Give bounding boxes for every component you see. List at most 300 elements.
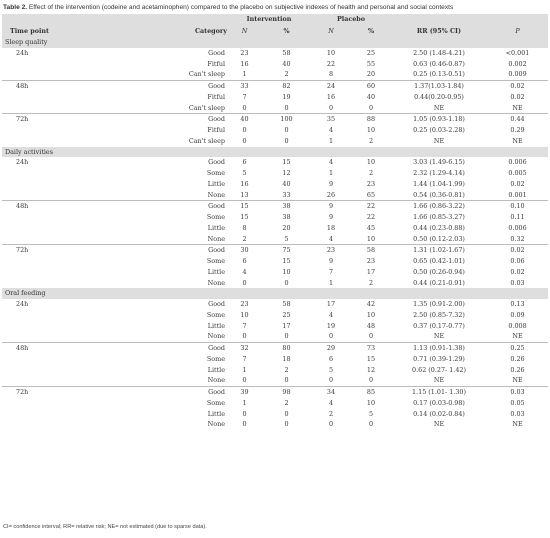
time-point-cell <box>2 59 122 70</box>
table-row <box>2 278 548 289</box>
placebo-pct-cell: 15 <box>366 354 376 363</box>
p-value-cell: 0.13 <box>510 300 525 308</box>
intervention-pct-cell: 0 <box>284 420 289 429</box>
p-value-cell: 0.25 <box>487 343 548 354</box>
time-point-cell <box>2 69 122 80</box>
category-cell: Good <box>208 158 225 167</box>
header-p: P <box>487 25 548 37</box>
intervention-n-cell: 39 <box>227 387 262 398</box>
intervention-pct-cell: 15 <box>282 257 291 265</box>
rr-cell: NE <box>433 136 445 145</box>
category-cell: None <box>207 190 225 199</box>
intervention-pct-cell: 0 <box>284 126 289 134</box>
table-row <box>2 354 548 365</box>
table-row <box>2 69 548 80</box>
placebo-n-cell: 4 <box>328 310 334 319</box>
category-cell: Little <box>207 365 225 374</box>
intervention-n-cell: 7 <box>242 321 247 330</box>
placebo-pct-cell: 0 <box>368 103 374 112</box>
header-intervention: Intervention <box>227 14 311 25</box>
intervention-n-cell: 1 <box>242 70 247 79</box>
table-row <box>2 114 548 125</box>
intervention-pct-cell: 98 <box>262 387 311 398</box>
table-row <box>2 343 548 354</box>
table-row <box>2 310 548 321</box>
p-value-cell: 0.32 <box>510 234 525 243</box>
intervention-n-cell: 0 <box>242 126 247 134</box>
intervention-pct-cell: 17 <box>282 321 291 330</box>
p-value-cell: 0.008 <box>508 321 527 330</box>
placebo-pct-cell: 65 <box>366 190 376 199</box>
placebo-n-cell: 2 <box>328 409 334 418</box>
placebo-n-cell: 17 <box>326 300 336 308</box>
p-value-cell: 0.09 <box>510 310 525 319</box>
p-value-cell: 0.005 <box>508 169 527 177</box>
table-caption <box>3 3 548 12</box>
time-point-cell: 48h <box>2 343 122 354</box>
intervention-pct-cell: 2 <box>284 398 289 407</box>
p-value-cell: 0.26 <box>510 354 525 363</box>
intervention-n-cell: 0 <box>242 103 247 112</box>
table-row <box>2 201 548 212</box>
p-value-cell: 0.001 <box>508 190 527 199</box>
intervention-pct-cell: 12 <box>282 169 291 177</box>
table-row <box>2 92 548 103</box>
category-cell: Can't sleep <box>188 103 225 112</box>
p-value-cell: 0.11 <box>510 213 525 221</box>
table-row <box>2 223 548 234</box>
placebo-n-cell: 35 <box>311 114 351 125</box>
time-point-cell: 24h <box>16 48 29 57</box>
p-value-cell: <0.001 <box>505 48 530 57</box>
time-point-cell <box>2 136 122 147</box>
table-row <box>2 299 548 310</box>
placebo-pct-cell: 42 <box>366 300 376 308</box>
placebo-pct-cell: 20 <box>366 70 376 79</box>
intervention-pct-cell: 18 <box>282 354 291 363</box>
category-cell: Can't sleep <box>188 136 225 145</box>
intervention-pct-cell: 0 <box>284 376 289 385</box>
rr-cell: 1.37(1.03-1.84) <box>391 81 487 92</box>
intervention-pct-cell: 5 <box>284 234 289 243</box>
time-point-cell <box>2 179 122 190</box>
table-row <box>2 234 548 245</box>
category-cell: Little <box>207 267 225 276</box>
intervention-pct-cell: 100 <box>262 114 311 125</box>
time-point-cell <box>2 103 122 114</box>
placebo-pct-cell: 22 <box>351 201 391 212</box>
rr-cell: 1.13 (0.91-1.38) <box>391 343 487 354</box>
intervention-n-cell: 6 <box>242 257 247 265</box>
time-point-cell <box>2 321 122 332</box>
placebo-pct-cell: 85 <box>351 387 391 398</box>
rr-cell: 0.37 (0.17-0.77) <box>413 321 465 330</box>
category-cell: Little <box>207 409 225 418</box>
group-header-row <box>2 37 548 48</box>
time-point-cell <box>2 365 122 376</box>
intervention-pct-cell: 75 <box>262 245 311 256</box>
intervention-pct-cell: 33 <box>282 190 291 199</box>
placebo-n-cell: 4 <box>328 398 334 407</box>
placebo-n-cell: 4 <box>328 234 334 243</box>
intervention-n-cell: 8 <box>242 223 247 232</box>
category-cell: Little <box>207 223 225 232</box>
time-point-cell: 72h <box>2 387 122 398</box>
table-row <box>2 245 548 256</box>
intervention-pct-cell: 20 <box>282 223 291 232</box>
rr-cell: 0.44(0.20-0.95) <box>414 92 464 101</box>
placebo-pct-cell: 10 <box>366 158 376 167</box>
rr-cell: 0.25 (0.13-0.51) <box>413 70 465 79</box>
header-rr: RR (95% CI) <box>391 25 487 37</box>
header-placebo: Placebo <box>311 14 391 25</box>
rr-cell: 1.66 (0.86-3.22) <box>391 201 487 212</box>
intervention-n-cell: 5 <box>242 169 247 177</box>
rr-cell: 1.44 (1.04-1.99) <box>413 179 465 188</box>
rr-cell: NE <box>433 103 445 112</box>
intervention-n-cell: 16 <box>240 179 249 188</box>
placebo-pct-cell: 2 <box>368 136 374 145</box>
intervention-pct-cell: 80 <box>262 343 311 354</box>
rr-cell: 2.32 (1.29-4.14) <box>413 169 465 177</box>
table-row <box>2 125 548 136</box>
time-point-cell <box>2 190 122 201</box>
intervention-n-cell: 40 <box>227 114 262 125</box>
time-point-cell <box>2 212 122 223</box>
intervention-n-cell: 0 <box>242 409 247 418</box>
rr-cell: NE <box>433 420 445 429</box>
category-cell: Good <box>208 300 225 308</box>
placebo-n-cell: 26 <box>326 190 336 199</box>
placebo-n-cell: 8 <box>328 70 334 79</box>
placebo-n-cell: 7 <box>328 267 334 276</box>
table-row <box>2 365 548 376</box>
table-row <box>2 103 548 114</box>
rr-cell: 1.66 (0.85-3.27) <box>413 213 465 221</box>
placebo-pct-cell: 0 <box>368 376 374 385</box>
category-cell: Fitful <box>207 92 225 101</box>
rr-cell: 0.50 (0.26-0.94) <box>413 267 465 276</box>
intervention-n-cell: 1 <box>242 398 247 407</box>
intervention-n-cell: 0 <box>242 136 247 145</box>
p-value-cell: NE <box>512 376 523 385</box>
category-cell: Fitful <box>207 59 225 68</box>
rr-cell: 0.25 (0.03-2.28) <box>413 126 465 134</box>
intervention-pct-cell: 25 <box>282 310 291 319</box>
p-value-cell: 0.03 <box>510 278 525 287</box>
intervention-pct-cell: 58 <box>282 48 291 57</box>
category-cell: Some <box>206 169 225 177</box>
intervention-pct-cell: 0 <box>284 136 289 145</box>
p-value-cell: 0.02 <box>510 179 525 188</box>
placebo-n-cell: 0 <box>328 420 334 429</box>
header-intervention-pct: % <box>262 25 311 37</box>
placebo-pct-cell: 2 <box>368 169 374 177</box>
placebo-pct-cell: 10 <box>366 310 376 319</box>
p-value-cell: NE <box>512 420 523 429</box>
intervention-pct-cell: 40 <box>282 59 291 68</box>
placebo-n-cell: 9 <box>311 201 351 212</box>
table-row <box>2 398 548 409</box>
placebo-pct-cell: 45 <box>366 223 376 232</box>
p-value-cell: 0.009 <box>508 70 527 79</box>
placebo-pct-cell: 23 <box>366 257 376 265</box>
time-point-cell <box>2 310 122 321</box>
category-cell: Some <box>206 310 225 319</box>
header-placebo-pct: % <box>351 25 391 37</box>
category-cell: None <box>207 234 225 243</box>
table-caption-text: Effect of the intervention (codeine and acetaminophen) compared to the placebo on subjective indexes of health and personal and social contexts <box>27 4 454 11</box>
category-cell: Little <box>207 321 225 330</box>
p-value-cell: 0.05 <box>510 398 525 407</box>
time-point-cell <box>2 278 122 289</box>
placebo-pct-cell: 17 <box>366 267 376 276</box>
table-row <box>2 267 548 278</box>
time-point-cell: 24h <box>16 158 29 167</box>
time-point-cell: 72h <box>2 114 122 125</box>
p-value-cell: 0.03 <box>487 387 548 398</box>
p-value-cell: 0.10 <box>487 201 548 212</box>
p-value-cell: 0.02 <box>510 267 525 276</box>
p-value-cell: 0.02 <box>487 245 548 256</box>
placebo-pct-cell: 88 <box>351 114 391 125</box>
intervention-n-cell: 0 <box>242 278 247 287</box>
category-cell: Some <box>206 354 225 363</box>
table-footnote: CI= confidence interval; RR= relative risk; NE= not estimated (due to sparse data). <box>3 524 207 530</box>
rr-cell: 0.44 (0.21-0.91) <box>413 278 465 287</box>
group-title: Sleep quality <box>2 37 548 48</box>
header-time-point: Time point <box>2 25 122 37</box>
placebo-n-cell: 0 <box>328 332 334 341</box>
rr-cell: 3.03 (1.49-6.15) <box>413 158 465 167</box>
intervention-n-cell: 32 <box>227 343 262 354</box>
placebo-pct-cell: 55 <box>366 59 376 68</box>
rr-cell: 2.50 (0.85-7.32) <box>413 310 465 319</box>
header-category: Category <box>122 25 227 37</box>
intervention-n-cell: 6 <box>242 158 247 167</box>
category-cell: Good <box>122 343 227 354</box>
time-point-cell <box>2 409 122 420</box>
category-cell: Fitful <box>207 126 225 134</box>
table-row <box>2 48 548 59</box>
intervention-n-cell: 4 <box>242 267 247 276</box>
intervention-n-cell: 33 <box>227 81 262 92</box>
intervention-pct-cell: 82 <box>262 81 311 92</box>
time-point-cell: 48h <box>2 81 122 92</box>
placebo-n-cell: 1 <box>328 278 334 287</box>
table-header <box>2 14 548 37</box>
time-point-cell: 72h <box>2 245 122 256</box>
rr-cell: 1.05 (0.93-1.18) <box>391 114 487 125</box>
intervention-n-cell: 7 <box>242 354 247 363</box>
intervention-n-cell: 0 <box>242 420 247 429</box>
rr-cell: 0.44 (0.23-0.88) <box>413 223 465 232</box>
placebo-n-cell: 9 <box>328 179 334 188</box>
table-row <box>2 179 548 190</box>
category-cell: None <box>207 376 225 385</box>
placebo-pct-cell: 25 <box>366 48 376 57</box>
results-table <box>2 14 548 430</box>
intervention-pct-cell: 2 <box>284 70 289 79</box>
intervention-pct-cell: 38 <box>282 213 291 221</box>
group-title: Oral feeding <box>2 288 548 299</box>
intervention-pct-cell: 0 <box>284 409 289 418</box>
rr-cell: 0.65 (0.42-1.01) <box>413 257 465 265</box>
intervention-pct-cell: 38 <box>262 201 311 212</box>
placebo-pct-cell: 5 <box>368 409 374 418</box>
p-value-cell: 0.002 <box>508 59 527 68</box>
rr-cell: 1.15 (1.01- 1.30) <box>391 387 487 398</box>
rr-cell: 0.17 (0.03-0.98) <box>413 398 465 407</box>
intervention-n-cell: 7 <box>242 92 247 101</box>
placebo-n-cell: 16 <box>326 92 336 101</box>
intervention-pct-cell: 10 <box>282 267 291 276</box>
placebo-pct-cell: 2 <box>368 278 374 287</box>
table-row <box>2 81 548 92</box>
placebo-pct-cell: 40 <box>366 92 376 101</box>
placebo-n-cell: 0 <box>328 376 334 385</box>
time-point-cell <box>2 419 122 430</box>
table-label: Table 2. <box>3 4 28 11</box>
time-point-cell <box>2 234 122 245</box>
time-point-cell: 24h <box>16 300 29 308</box>
category-cell: Good <box>122 81 227 92</box>
header-placebo-n: N <box>311 25 351 37</box>
p-value-cell: 0.06 <box>510 257 525 265</box>
category-cell: Some <box>206 398 225 407</box>
placebo-pct-cell: 10 <box>366 398 376 407</box>
p-value-cell: NE <box>512 136 523 145</box>
intervention-pct-cell: 15 <box>282 158 291 167</box>
rr-cell: NE <box>433 376 445 385</box>
rr-cell: 0.71 (0.39-1.29) <box>413 354 465 363</box>
intervention-pct-cell: 19 <box>282 92 291 101</box>
table-body <box>2 37 548 430</box>
intervention-n-cell: 16 <box>240 59 249 68</box>
table-row <box>2 331 548 342</box>
table-row <box>2 419 548 430</box>
category-cell: Good <box>122 201 227 212</box>
placebo-n-cell: 29 <box>311 343 351 354</box>
category-cell: None <box>207 420 225 429</box>
group-title: Daily activities <box>2 147 548 158</box>
intervention-n-cell: 2 <box>242 234 247 243</box>
placebo-pct-cell: 10 <box>366 234 376 243</box>
rr-cell: 0.63 (0.46-0.87) <box>413 59 465 68</box>
category-cell: Some <box>206 257 225 265</box>
p-value-cell: NE <box>512 332 523 341</box>
intervention-n-cell: 10 <box>240 310 249 319</box>
placebo-n-cell: 34 <box>311 387 351 398</box>
p-value-cell: 0.26 <box>510 365 525 374</box>
table-row <box>2 321 548 332</box>
intervention-n-cell: 30 <box>227 245 262 256</box>
table-row <box>2 212 548 223</box>
time-point-cell <box>2 398 122 409</box>
intervention-pct-cell: 58 <box>282 300 291 308</box>
rr-cell: 0.62 (0.27- 1.42) <box>412 365 466 374</box>
time-point-cell <box>2 92 122 103</box>
intervention-n-cell: 1 <box>242 365 247 374</box>
p-value-cell: 0.02 <box>487 81 548 92</box>
p-value-cell: 0.006 <box>508 223 527 232</box>
intervention-pct-cell: 0 <box>284 103 289 112</box>
category-cell: Little <box>207 179 225 188</box>
time-point-cell <box>2 331 122 342</box>
intervention-pct-cell: 0 <box>284 332 289 341</box>
time-point-cell <box>2 354 122 365</box>
category-cell: Can't sleep <box>188 70 225 79</box>
placebo-pct-cell: 0 <box>368 332 374 341</box>
category-cell: Good <box>122 114 227 125</box>
placebo-pct-cell: 12 <box>366 365 376 374</box>
time-point-cell <box>2 168 122 179</box>
time-point-cell: 48h <box>2 201 122 212</box>
p-value-cell: 0.006 <box>508 158 527 167</box>
intervention-pct-cell: 40 <box>282 179 291 188</box>
placebo-n-cell: 10 <box>326 48 336 57</box>
table-row <box>2 409 548 420</box>
placebo-n-cell: 4 <box>328 158 334 167</box>
intervention-n-cell: 15 <box>240 213 249 221</box>
intervention-n-cell: 0 <box>242 332 247 341</box>
placebo-pct-cell: 60 <box>351 81 391 92</box>
category-cell: None <box>207 332 225 341</box>
time-point-cell <box>2 125 122 136</box>
placebo-n-cell: 9 <box>328 257 334 265</box>
placebo-n-cell: 1 <box>328 169 334 177</box>
placebo-pct-cell: 10 <box>366 126 376 134</box>
time-point-cell <box>2 256 122 267</box>
time-point-cell <box>2 223 122 234</box>
placebo-pct-cell: 23 <box>366 179 376 188</box>
placebo-n-cell: 22 <box>326 59 336 68</box>
placebo-n-cell: 9 <box>328 213 334 221</box>
category-cell: Good <box>122 387 227 398</box>
category-cell: Some <box>206 213 225 221</box>
placebo-n-cell: 24 <box>311 81 351 92</box>
intervention-n-cell: 0 <box>242 376 247 385</box>
placebo-n-cell: 1 <box>328 136 334 145</box>
table-row <box>2 59 548 70</box>
table-row <box>2 256 548 267</box>
intervention-n-cell: 15 <box>227 201 262 212</box>
placebo-n-cell: 6 <box>328 354 334 363</box>
rr-cell: 1.35 (0.91-2.00) <box>413 300 465 308</box>
time-point-cell <box>2 267 122 278</box>
placebo-n-cell: 5 <box>328 365 334 374</box>
intervention-pct-cell: 0 <box>284 278 289 287</box>
p-value-cell: 0.29 <box>510 126 525 134</box>
p-value-cell: 0.44 <box>487 114 548 125</box>
placebo-n-cell: 23 <box>311 245 351 256</box>
intervention-n-cell: 23 <box>240 48 249 57</box>
table-row <box>2 190 548 201</box>
p-value-cell: 0.03 <box>510 409 525 418</box>
intervention-n-cell: 13 <box>240 190 249 199</box>
rr-cell: 2.50 (1.48-4.21) <box>413 48 465 57</box>
table-row <box>2 387 548 398</box>
intervention-pct-cell: 2 <box>284 365 289 374</box>
placebo-pct-cell: 0 <box>368 420 374 429</box>
group-header-row <box>2 288 548 299</box>
group-header-row <box>2 147 548 158</box>
table-row <box>2 375 548 386</box>
placebo-pct-cell: 48 <box>366 321 376 330</box>
category-cell: Good <box>208 48 225 57</box>
rr-cell: 0.54 (0.36-0.81) <box>413 190 465 199</box>
rr-cell: NE <box>433 332 445 341</box>
